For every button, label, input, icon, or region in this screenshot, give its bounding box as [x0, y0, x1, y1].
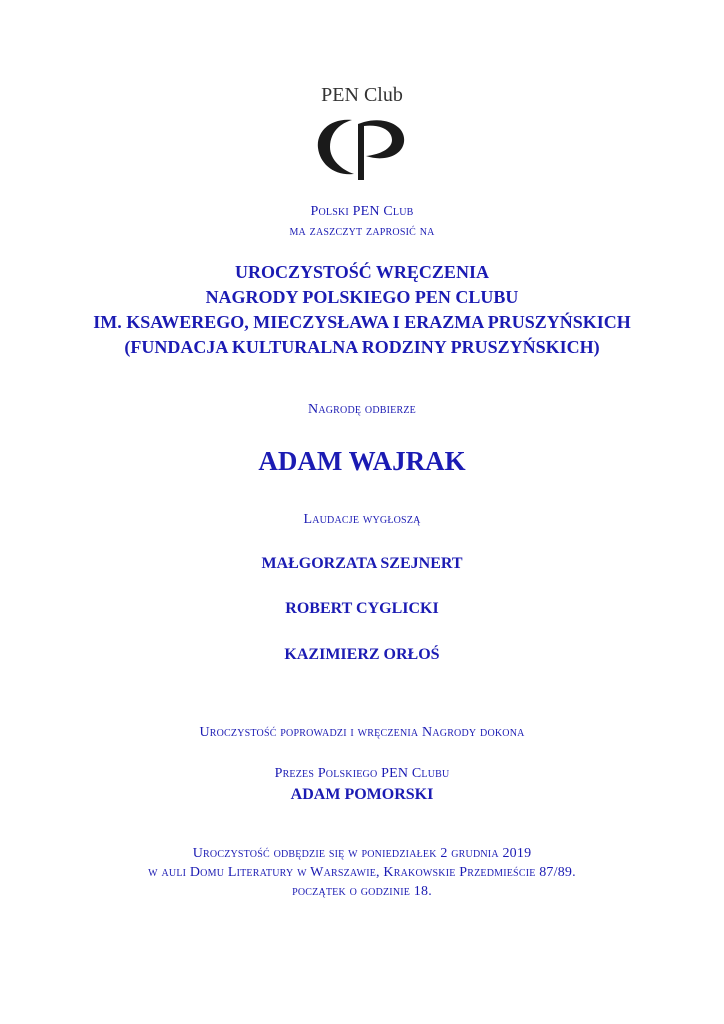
recipient-intro: Nagrodę odbierze [308, 402, 416, 417]
invitation-phrase: ma zaszczyt zaprosić na [289, 224, 435, 239]
organizer-name: Polski PEN Club [310, 204, 414, 219]
host-role: Prezes Polskiego PEN Clubu [274, 766, 450, 781]
host-name: ADAM POMORSKI [290, 786, 434, 803]
event-date: Uroczystość odbędzie się w poniedziałek 2 grudnia 2019 [192, 846, 532, 861]
laudator-name-2: ROBERT CYGLICKI [285, 600, 439, 617]
event-start-time: początek o godzinie 18. [292, 884, 432, 899]
laudator-name-3: KAZIMIERZ ORŁOŚ [284, 646, 440, 663]
title-line-3: IM. KSAWEREGO, MIECZYSŁAWA I ERAZMA PRUSZYŃSKICH [93, 312, 631, 332]
title-line-4: (FUNDACJA KULTURALNA RODZINY PRUSZYŃSKICH) [124, 337, 600, 357]
laudator-name-1: MAŁGORZATA SZEJNERT [261, 555, 463, 572]
pen-club-logo-icon [312, 114, 412, 180]
recipient-name: ADAM WAJRAK [258, 446, 466, 476]
title-line-1: UROCZYSTOŚĆ WRĘCZENIA [235, 262, 489, 282]
title-line-2: NAGRODY POLSKIEGO PEN CLUBU [205, 287, 519, 307]
host-intro: Uroczystość poprowadzi i wręczenia Nagrody dokona [199, 725, 525, 740]
logo-text: PEN Club [321, 84, 403, 106]
event-venue: w auli Domu Literatury w Warszawie, Krakowskie Przedmieście 87/89. [148, 865, 576, 880]
laudations-intro: Laudacje wygłoszą [303, 512, 421, 527]
